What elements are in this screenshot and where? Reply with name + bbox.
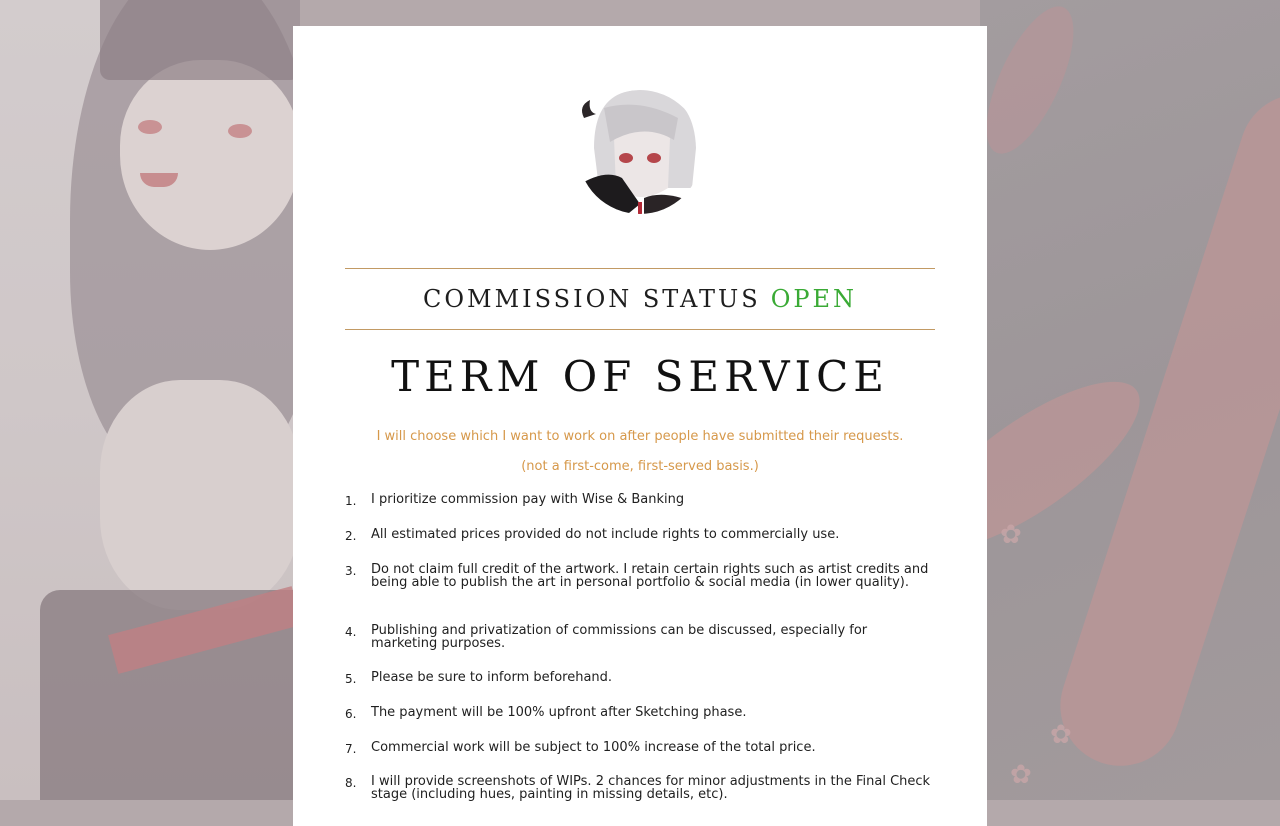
page-title: TERM OF SERVICE	[391, 352, 889, 401]
list-item-text: I prioritize commission pay with Wise & Banking	[371, 492, 685, 507]
eye-shape	[138, 120, 162, 134]
background-left-panel	[0, 0, 300, 800]
list-item	[345, 706, 935, 721]
list-item-text: Publishing and privatization of commissions can be discussed, especially for marketing purposes.	[371, 623, 868, 651]
bangs-shape	[100, 0, 300, 80]
list-item-text: All estimated prices provided do not include rights to commercially use.	[371, 527, 840, 542]
list-item-number: 1.	[345, 494, 357, 508]
face-shape	[120, 60, 300, 250]
list-item-text: Commercial work will be subject to 100% increase of the total price.	[371, 740, 816, 755]
list-item-text: Do not claim full credit of the artwork. I retain certain rights such as artist credits and being able to publish the art in personal portfolio & social media (in lower quality).	[371, 562, 929, 590]
list-item	[345, 563, 935, 589]
list-item-text: I will provide screenshots of WIPs. 2 chances for minor adjustments in the Final Check stage (including hues, painting in missing details, etc).	[371, 774, 931, 802]
commission-status-label: COMMISSION STATUS	[422, 285, 761, 313]
flower-ornament-icon: ✿	[1000, 520, 1022, 550]
shoulder-shape	[100, 380, 300, 610]
avatar-illustration-icon	[574, 78, 706, 222]
list-item	[345, 528, 935, 543]
list-item-number: 3.	[345, 564, 357, 578]
list-item	[345, 775, 935, 801]
flower-ornament-icon: ✿	[1010, 760, 1032, 790]
list-item-text: The payment will be 100% upfront after Sketching phase.	[371, 705, 747, 720]
ribbon-shape	[969, 0, 1091, 165]
flower-ornament-icon: ✿	[1050, 720, 1072, 750]
eye-shape	[228, 124, 252, 138]
list-item	[345, 624, 935, 650]
list-item-text: Please be sure to inform beforehand.	[371, 670, 613, 685]
list-item-number: 8.	[345, 776, 357, 790]
list-item	[345, 493, 935, 508]
avatar	[574, 78, 706, 222]
list-item-number: 2.	[345, 529, 357, 543]
list-item	[345, 741, 935, 756]
commission-status-bar	[345, 268, 935, 330]
list-item-number: 4.	[345, 625, 357, 639]
list-item-number: 7.	[345, 742, 357, 756]
commission-status-value: OPEN	[770, 285, 858, 313]
intro-line-1: I will choose which I want to work on after people have submitted their requests.	[376, 429, 904, 444]
list-item-number: 6.	[345, 707, 357, 721]
list-item	[345, 671, 935, 686]
intro-line-2: (not a first-come, first-served basis.)	[521, 459, 759, 474]
list-item-number: 5.	[345, 672, 357, 686]
background-right-panel	[980, 0, 1280, 800]
